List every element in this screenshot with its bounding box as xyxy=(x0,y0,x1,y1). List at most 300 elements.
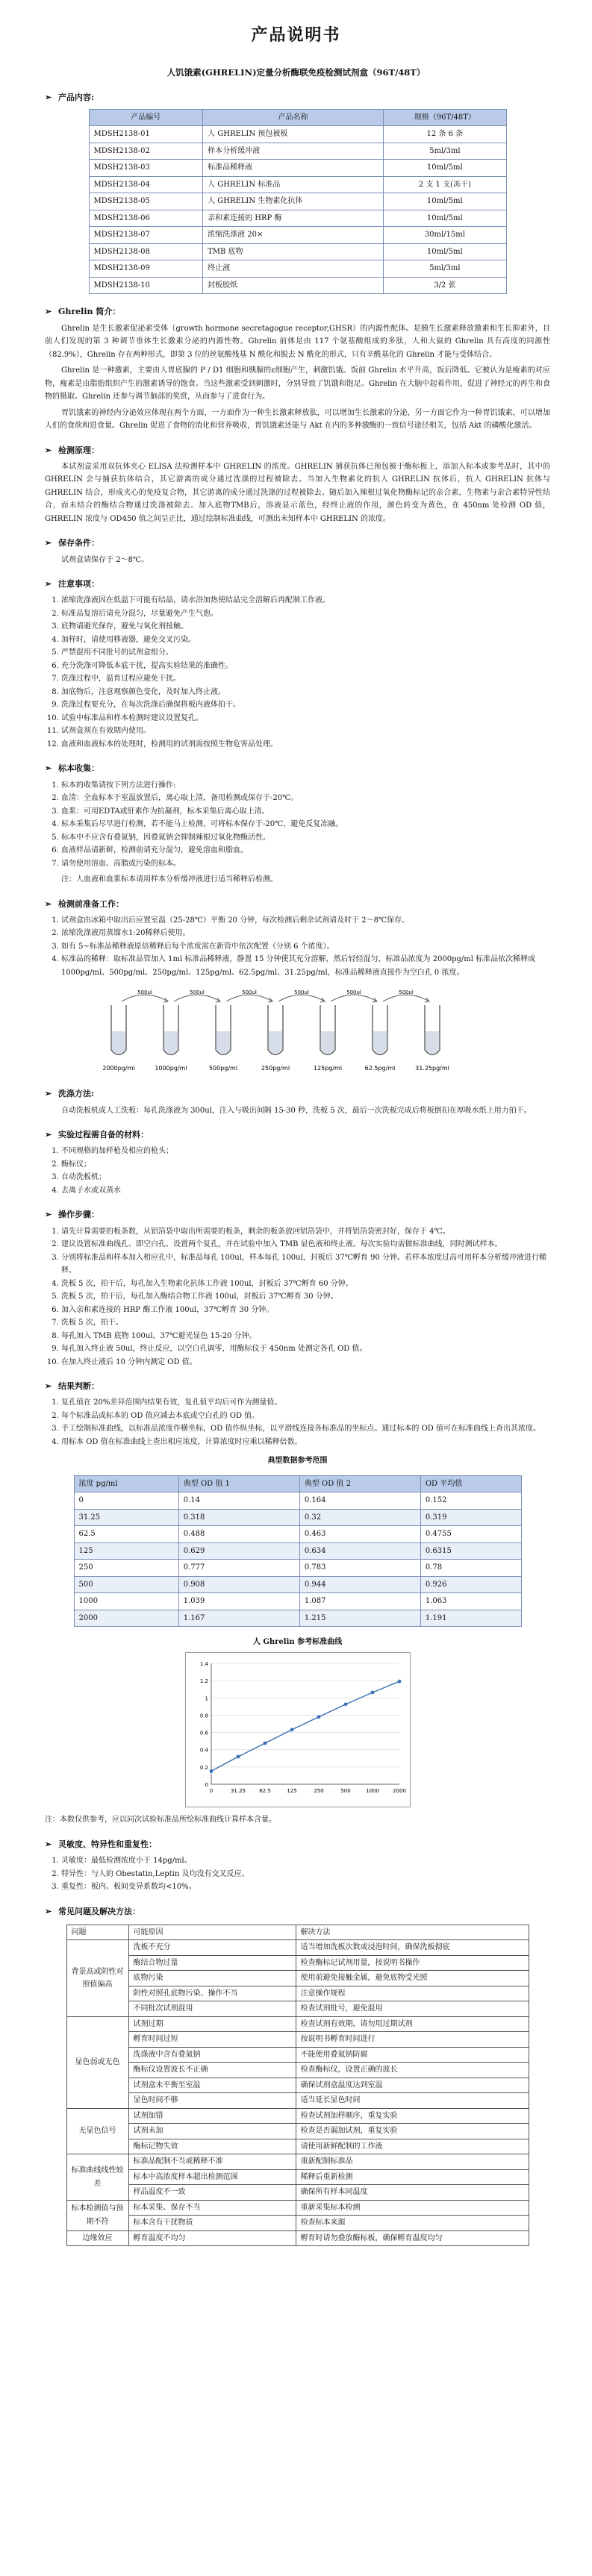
list-item: 2. 酶标仪； xyxy=(61,1158,550,1172)
problem-cell: 无显色信号 xyxy=(66,2108,128,2154)
solution-cell: 稀释后重新检测 xyxy=(296,2169,529,2185)
table-row xyxy=(66,2032,529,2048)
table-row xyxy=(74,1542,521,1560)
solution-cell: 不能使用叠氮钠防腐 xyxy=(296,2047,529,2063)
list-item: 6. 加入亲和素连接的 HRP 酶工作液 100ul，37℃孵育 30 分钟。 xyxy=(61,1304,550,1317)
section-sensitivity xyxy=(45,1837,550,1894)
table-cell: 0.926 xyxy=(420,1576,521,1593)
tube-liquid xyxy=(164,1031,178,1054)
bullet-icon: ➢ xyxy=(45,763,52,774)
tube-label: 31.25pg/ml xyxy=(414,1065,449,1072)
transfer-label: 500ul xyxy=(293,990,309,996)
transfer-arrow xyxy=(383,995,429,1001)
table-cell: 0.318 xyxy=(178,1509,299,1526)
table-cell: 10ml/5ml xyxy=(384,243,506,260)
list-item: 6. 血液样品请新鲜，检测前请充分混匀，避免溶血和脂血。 xyxy=(61,844,550,857)
table-row xyxy=(89,227,506,244)
list-item: 1. 浓缩洗涤液因在低温下可能有结晶，请水浴加热使结晶完全溶解后再配制工作液。 xyxy=(61,594,550,607)
list-item: 1. 复孔值在 20%差异范围内结果有效，复孔值平均后可作为测量值。 xyxy=(61,1396,550,1410)
operation-list xyxy=(45,1225,550,1369)
y-tick-label: 1.4 xyxy=(199,1660,208,1667)
solution-cell: 适当延长显色时间 xyxy=(296,2093,529,2109)
list-item: 2. 浓缩洗涤液用蒸馏水1:20稀释后使用。 xyxy=(61,927,550,940)
table-cell: 250 xyxy=(74,1560,178,1577)
paragraph: 本试剂盒采用双抗体夹心 ELISA 法检测样本中 GHRELIN 的浓度。GHRELIN 捕获抗体已预包被于酶标板上，添加入标本或参考品时，其中的 GHRELIN 会与捕获抗体结合，其它游离的成分通过洗涤的过程被除去。当加入生物素化的抗人 GHRELIN 抗体后，抗人 GHRELIN 抗体与 GHRELIN 结合，形成夹心的免疫复合物，其它游离的成分通过洗涤的过程被除去。随后加入辣根过氧化物酶标记的亲合素，生物素与亲合素特异性结合，而未结合的酶结合物通过洗涤被除去。加入底物TMB后，溶液显示蓝色，经终止液的作用，颜色转变为黄色，在 450nm 处检测 OD 值，GHRELIN 浓度与 OD450 值之间呈正比，通过绘制标准曲线，可测出未知样本中 GHRELIN 的浓度。 xyxy=(45,462,550,523)
table-header: 产品编号 xyxy=(89,109,203,126)
list-item: 3. 分别将标准品和样本加入相应孔中，标准品每孔 100ul，样本每孔 100ul，封板后 37℃孵育 90 分钟。若样本浓度过高可用样本分析缓冲液进行稀释。 xyxy=(61,1251,550,1278)
tube-liquid xyxy=(373,1031,387,1054)
x-tick-label: 62.5 xyxy=(258,1787,271,1794)
solution-cell: 检查试剂批号，避免混用 xyxy=(296,2001,529,2017)
x-tick-label: 31.25 xyxy=(230,1787,246,1794)
transfer-label: 500ul xyxy=(241,990,257,996)
table-cell: 1.063 xyxy=(420,1593,521,1610)
list-item: 1. 标本的收集请按下列方法进行操作: xyxy=(61,779,550,793)
transfer-label: 500ul xyxy=(398,990,414,996)
table-cell: 0.4755 xyxy=(420,1526,521,1543)
section-prep xyxy=(45,897,550,1077)
table-cell: 5ml/3ml xyxy=(384,260,506,278)
list-item: 11. 试剂盒须在有效期内使用。 xyxy=(61,725,550,738)
sensitivity-list xyxy=(45,1854,550,1894)
table-row xyxy=(66,1955,529,1971)
tube-liquid xyxy=(426,1031,439,1054)
chart-title: 人 Ghrelin 参考标准曲线 xyxy=(252,1638,343,1647)
data-point xyxy=(317,1715,320,1719)
results-list xyxy=(45,1396,550,1448)
table-cell: 1.167 xyxy=(178,1610,299,1627)
list-item: 5. 严禁混用不同批号的试剂盒组分。 xyxy=(61,646,550,660)
section-heading: ➢ 灵敏度、特异性和重复性： xyxy=(45,1837,550,1851)
cause-cell: 显色时间不够 xyxy=(128,2093,296,2109)
section-materials xyxy=(45,1128,550,1197)
tube-label: 2000pg/ml xyxy=(102,1065,135,1072)
list-item: 1. 不同规格的加样枪及相应的枪头； xyxy=(61,1145,550,1158)
data-point xyxy=(236,1755,240,1759)
table-row xyxy=(66,2124,529,2139)
problem-cell: 背景高或阴性对照值偏高 xyxy=(66,1940,128,2017)
table-header: 解决方法 xyxy=(296,1925,529,1940)
table-cell: 0.164 xyxy=(299,1492,420,1510)
list-item: 3. 自动洗板机； xyxy=(61,1171,550,1184)
table-row xyxy=(89,243,506,260)
section-heading: ➢ 洗涤方法: xyxy=(45,1087,550,1101)
table-cell: 500 xyxy=(74,1576,178,1593)
list-item: 10. 试验中标准品和样本检测时建议设置复孔。 xyxy=(61,712,550,725)
table-cell: 3/2 张 xyxy=(384,277,506,294)
table-cell: 2000 xyxy=(74,1610,178,1627)
solution-cell: 重新采集标本检测 xyxy=(296,2200,529,2216)
solution-cell: 重新配制标准品 xyxy=(296,2154,529,2170)
problem-cell: 标本检测值与预期不符 xyxy=(66,2200,128,2230)
table-cell: 10ml/5ml xyxy=(384,160,506,177)
table-cell: 0.783 xyxy=(299,1560,420,1577)
list-item: 4. 标准品的稀释：取标准品管加入 1ml 标准品稀释液，静置 15 分钟使其充分溶解，然后轻轻混匀，标准品浓度为 2000pg/ml 标准品依次稀释成 1000pg/ml、500pg/ml、250pg/ml、125pg/ml、62.5pg/ml、31.25pg/ml，标准品稀释液直接作为空白孔 0 浓度。 xyxy=(61,953,550,979)
section-operation xyxy=(45,1207,550,1369)
problem-cell: 显色弱或无色 xyxy=(66,2016,128,2108)
cause-cell: 阴性对照孔底物污染、操作不当 xyxy=(128,1986,296,2001)
table-cell: 12 条 6 条 xyxy=(384,126,506,143)
table-cell: 人 GHRELIN 标准品 xyxy=(203,176,384,193)
solution-cell: 确保所有样本同温度 xyxy=(296,2185,529,2201)
bullet-icon: ➢ xyxy=(45,538,52,548)
table-header: 典型 OD 值 1 xyxy=(178,1475,299,1492)
section-heading: ➢ Ghrelin 简介： xyxy=(45,304,550,319)
data-point xyxy=(343,1702,347,1706)
table-row xyxy=(74,1492,521,1510)
table-cell: 62.5 xyxy=(74,1526,178,1543)
table-cell: 0.463 xyxy=(299,1526,420,1543)
table-row xyxy=(66,2078,529,2093)
solution-cell: 检查标本来源 xyxy=(296,2216,529,2231)
table-cell: 1000 xyxy=(74,1593,178,1610)
list-item: 2. 血清：全血标本于室温放置后，离心取上清，备用检测或保存于-20℃。 xyxy=(61,792,550,805)
tube-liquid xyxy=(112,1031,125,1054)
troubleshooting-table xyxy=(66,1925,529,2247)
bullet-icon: ➢ xyxy=(45,579,52,590)
table-cell: 0 xyxy=(74,1492,178,1510)
standard-data-table xyxy=(74,1475,522,1628)
table-row xyxy=(66,2169,529,2185)
sample-note: 注：人血液和血浆标本请用样本分析缓冲液进行适当稀释后检测。 xyxy=(61,875,278,884)
table-cell: MDSH2138-02 xyxy=(89,143,203,160)
table-cell: 1.039 xyxy=(178,1593,299,1610)
table-cell: 0.488 xyxy=(178,1526,299,1543)
table-cell: 0.32 xyxy=(299,1509,420,1526)
table-row xyxy=(74,1593,521,1610)
storage-text: 试剂盒请保存于 2～8℃。 xyxy=(61,555,149,564)
cause-cell: 底物污染 xyxy=(128,1971,296,1986)
y-tick-label: 0.2 xyxy=(199,1764,208,1771)
table-cell: 样本分析缓冲液 xyxy=(203,143,384,160)
list-item: 4. 标本采集后尽早进行检测，若不能马上检测，可将标本保存于-20℃，避免反复冻融。 xyxy=(61,818,550,831)
table-cell: 0.14 xyxy=(178,1492,299,1510)
section-heading: ➢ 标本收集： xyxy=(45,761,550,775)
cause-cell: 孵育温度不均匀 xyxy=(128,2230,296,2246)
table-cell: 31.25 xyxy=(74,1509,178,1526)
x-tick-label: 500 xyxy=(340,1787,351,1794)
solution-cell: 检查是否漏加试剂，重复实验 xyxy=(296,2124,529,2139)
table-cell: 0.152 xyxy=(420,1492,521,1510)
tube-liquid xyxy=(269,1031,282,1054)
table-row xyxy=(66,2001,529,2017)
table-header: OD 平均值 xyxy=(420,1475,521,1492)
data-point xyxy=(209,1769,213,1773)
results-note: 注：本数仅供参考，应以同次试验标准品所绘标准曲线计算样本含量。 xyxy=(45,1816,276,1825)
section-heading: ➢ 检测原理： xyxy=(45,443,550,457)
table-cell: 1.191 xyxy=(420,1610,521,1627)
table-cell: MDSH2138-09 xyxy=(89,260,203,278)
bullet-icon: ➢ xyxy=(45,898,52,909)
table-row xyxy=(89,277,506,294)
table-row xyxy=(66,2216,529,2231)
table-header: 规格（96T/48T） xyxy=(384,109,506,126)
x-tick-label: 1000 xyxy=(365,1787,379,1794)
section-storage xyxy=(45,536,550,566)
list-item: 1. 灵敏度：最低检测浓度小于 14pg/ml。 xyxy=(61,1854,550,1868)
y-tick-label: 0.8 xyxy=(199,1713,208,1719)
table-header: 可能原因 xyxy=(128,1925,296,1940)
table-cell: MDSH2138-10 xyxy=(89,277,203,294)
table-cell: 30ml/15ml xyxy=(384,227,506,244)
list-item: 4. 去离子水或双蒸水 xyxy=(61,1184,550,1198)
table-cell: 0.908 xyxy=(178,1576,299,1593)
solution-cell: 使用前避免接触金属，避免底物受光照 xyxy=(296,1971,529,1986)
x-tick-label: 250 xyxy=(313,1787,324,1794)
table-row xyxy=(74,1576,521,1593)
table-cell: 0.78 xyxy=(420,1560,521,1577)
list-item: 7. 洗板 5 次，拍干。 xyxy=(61,1316,550,1330)
tube-label: 500pg/ml xyxy=(208,1065,237,1072)
solution-cell: 注意操作规程 xyxy=(296,1986,529,2001)
list-item: 8. 加底物后，注意观察颜色变化，及时加入终止液。 xyxy=(61,686,550,699)
section-heading: ➢ 注意事项： xyxy=(45,577,550,591)
table-cell: 0.777 xyxy=(178,1560,299,1577)
problem-cell: 标准曲线线性较差 xyxy=(66,2154,128,2201)
table-cell: 0.944 xyxy=(299,1576,420,1593)
list-item: 10. 在加入终止液后 10 分钟内测定 OD 值。 xyxy=(61,1356,550,1369)
x-tick-label: 125 xyxy=(286,1787,297,1794)
table-cell: MDSH2138-01 xyxy=(89,126,203,143)
tube-liquid xyxy=(321,1031,334,1054)
tube-label: 62.5pg/ml xyxy=(364,1065,395,1072)
table-cell: 人 GHRELIN 生物素化抗体 xyxy=(203,193,384,210)
solution-cell: 确保试剂盒温度达到室温 xyxy=(296,2078,529,2093)
transfer-arrow xyxy=(174,995,220,1001)
std-table-title: 典型数据参考范围 xyxy=(267,1457,328,1466)
paragraph: 胃饥饿素的神经内分泌效应体现在两个方面，一方面作为一种生长激素释放肽，可以增加生长激素的分泌，另一方面它作为一种胃饥饿素，可以增加人们的食欲和进食量。Ghrelin 促进了食物的消化和营养吸收，胃饥饿素还能与 Akt 在内的多种激酶的一致信号途径相关，包括 Akt 的磷酸化激活。 xyxy=(45,408,550,431)
section-kit xyxy=(45,90,550,295)
x-tick-label: 2000 xyxy=(392,1787,406,1794)
wash-text: 自动洗板机或人工洗板：每孔洗涤液为 300ul，注入与吸出间隔 15-30 秒，洗板 5 次，最后一次洗板完成后将板倒扣在厚吸水纸上用力拍干。 xyxy=(61,1106,532,1115)
list-item: 4. 用标本 OD 值在标准曲线上查出相应浓度，计算浓度时应乘以稀释倍数。 xyxy=(61,1436,550,1449)
data-point xyxy=(290,1728,293,1731)
table-row xyxy=(66,2093,529,2109)
dilution-diagram xyxy=(89,987,507,1076)
table-row xyxy=(66,2047,529,2063)
table-cell: 封板胶纸 xyxy=(203,277,384,294)
table-cell: 2 支 1 支(冻干) xyxy=(384,176,506,193)
table-row xyxy=(74,1560,521,1577)
section-heading: ➢ 实验过程需自备的材料： xyxy=(45,1128,550,1142)
table-header: 浓度 pg/ml xyxy=(74,1475,178,1492)
table-row xyxy=(66,2185,529,2201)
solution-cell: 按说明书孵育时间进行 xyxy=(296,2032,529,2048)
section-heading: ➢ 操作步骤： xyxy=(45,1207,550,1222)
table-row xyxy=(89,193,506,210)
cause-cell: 孵育时间过短 xyxy=(128,2032,296,2048)
table-row xyxy=(89,176,506,193)
table-cell: 10ml/5ml xyxy=(384,193,506,210)
materials-list xyxy=(45,1145,550,1197)
chart-frame xyxy=(185,1652,411,1808)
table-header: 典型 OD 值 2 xyxy=(299,1475,420,1492)
section-heading: ➢ 常见问题及解决方法： xyxy=(45,1904,550,1919)
table-row xyxy=(66,2139,529,2154)
list-item: 1. 请先计算需要的板条数，从铝箔袋中取出所需要的板条，剩余的板条放回铝箔袋中，并将铝箔袋密封好，保存于 4℃。 xyxy=(61,1225,550,1239)
bullet-icon: ➢ xyxy=(45,1089,52,1099)
transfer-label: 500ul xyxy=(137,990,152,996)
section-results xyxy=(45,1379,550,1827)
bullet-icon: ➢ xyxy=(45,445,52,455)
table-row xyxy=(66,2200,529,2216)
table-cell: 0.319 xyxy=(420,1509,521,1526)
transfer-arrow xyxy=(122,995,168,1001)
table-cell: 5ml/3ml xyxy=(384,143,506,160)
cause-cell: 酶结合物过量 xyxy=(128,1955,296,1971)
list-item: 2. 建议设置标准曲线孔、即空白孔、设置两个复孔，并在试验中加入 TMB 显色液和终止液。每次实验均需做标准曲线，同时测试样本。 xyxy=(61,1238,550,1251)
list-item: 3. 如有 5~标准品稀释液原倍稀释后每个浓度需在新管中依次配置（分别 6 个浓度）。 xyxy=(61,940,550,954)
tube-liquid xyxy=(216,1031,230,1054)
cause-cell: 酶标记物失效 xyxy=(128,2139,296,2154)
table-cell: MDSH2138-07 xyxy=(89,227,203,244)
table-row xyxy=(89,160,506,177)
y-tick-label: 0.4 xyxy=(199,1747,208,1754)
table-row xyxy=(66,1986,529,2001)
table-cell: 人 GHRELIN 预包被板 xyxy=(203,126,384,143)
list-item: 5. 标本中不应含有叠氮钠，因叠氮钠会抑制辣根过氧化物酶活性。 xyxy=(61,831,550,845)
list-item: 3. 底物请避光保存，避免与氧化剂接触。 xyxy=(61,620,550,634)
table-row xyxy=(66,1940,529,1956)
notice-list xyxy=(45,594,550,751)
paragraph: Ghrelin 是生长激素促泌素受体（growth hormone secretagogue receptor,GHSR）的内源性配体。是胰生长激素释放激素和生长抑素外，目前人们发现的第 3 种调节垂体生长激素分泌的内源性物。Ghrelin 前体是由 117 个氨基酸组成的多肽，人和大鼠的 Ghrelin 具有高度的同源性（82.9%），Ghrelin 存在两种形式，即第 3 位的丝氨酸残基 N 酰化和脱去 N 酰化的形式，只有辛酰基化的 Ghrelin 才能与受体结合。 xyxy=(45,324,550,359)
list-item: 2. 每个标准品或标本的 OD 值应减去本底或空白孔的 OD 值。 xyxy=(61,1410,550,1423)
table-cell: MDSH2138-04 xyxy=(89,176,203,193)
section-heading: ➢ 检测前准备工作： xyxy=(45,897,550,911)
data-point xyxy=(397,1680,401,1684)
transfer-arrow xyxy=(331,995,377,1001)
kit-contents-table xyxy=(89,109,507,295)
table-cell: MDSH2138-08 xyxy=(89,243,203,260)
cause-cell: 试剂过期 xyxy=(128,2016,296,2032)
product-name: 人饥饿素(GHRELIN)定量分析酶联免疫检测试剂盒（96T/48T） xyxy=(166,66,426,78)
bullet-icon: ➢ xyxy=(45,92,52,102)
cause-cell: 标本中高浓度样本超出检测范围 xyxy=(128,2169,296,2185)
paragraph: Ghrelin 是一种激素，主要由人胃底腺的 P / D1 细胞和胰腺的ε细胞产生，刺激饥饿。饭前 Ghrelin 水平升高，饭后降低。它被认为是瘦素的对应物，瘦素是由脂肪组织产生的激素诱导的饱食。当这些激素受到刺激时，分别导致了饥饿和饱足。Ghrelin 在大脑中起着作用，促进了神经元的再生和食物的摄取。Ghrelin 还参与调节脑部的奖赏，从而参与了进食行为。 xyxy=(45,366,550,401)
transfer-label: 500ul xyxy=(346,990,361,996)
bullet-icon: ➢ xyxy=(45,1906,52,1916)
list-item: 2. 标准品复溶后请充分混匀，尽量避免产生气泡。 xyxy=(61,607,550,621)
y-tick-label: 1 xyxy=(205,1695,208,1702)
table-row xyxy=(89,210,506,227)
section-notice xyxy=(45,577,550,751)
cause-cell: 试剂加错 xyxy=(128,2108,296,2124)
list-item: 7. 洗涤过程中，温育过程应避免干扰。 xyxy=(61,672,550,686)
section-sample xyxy=(45,761,550,886)
table-cell: 亲和素连接的 HRP 酶 xyxy=(203,210,384,227)
solution-cell: 适当增加洗板次数或浸泡时间，确保洗板彻底 xyxy=(296,1940,529,1956)
table-cell: 0.634 xyxy=(299,1542,420,1560)
list-item: 5. 洗板 5 次，拍干后，每孔加入酶结合物工作液 100ul，封板后 37℃孵育 30 分钟。 xyxy=(61,1290,550,1304)
solution-cell: 检查酶标仪，设置正确的波长 xyxy=(296,2063,529,2078)
cause-cell: 试剂未加 xyxy=(128,2124,296,2139)
section-heading: ➢ 产品内容: xyxy=(45,90,550,104)
table-row xyxy=(89,143,506,160)
table-cell: 0.6315 xyxy=(420,1542,521,1560)
table-row xyxy=(66,2063,529,2078)
list-item: 4. 加样时，请使用移液器，避免交叉污染。 xyxy=(61,634,550,647)
table-cell: 终止液 xyxy=(203,260,384,278)
bullet-icon: ➢ xyxy=(45,1130,52,1140)
list-item: 9. 洗涤过程要充分，在每次洗涤后确保将板内液体拍干。 xyxy=(61,698,550,712)
y-tick-label: 1.2 xyxy=(199,1678,208,1685)
list-item: 4. 洗板 5 次，拍干后，每孔加入生物素化抗体工作液 100ul，封板后 37℃孵育 60 分钟。 xyxy=(61,1278,550,1291)
table-cell: MDSH2138-06 xyxy=(89,210,203,227)
table-row xyxy=(66,2016,529,2032)
list-item: 2. 特异性：与人的 Obestatin,Leptin 及均没有交叉反应。 xyxy=(61,1868,550,1881)
cause-cell: 标本含有干扰物质 xyxy=(128,2216,296,2231)
sample-list xyxy=(45,779,550,871)
transfer-arrow xyxy=(226,995,272,1001)
table-cell: MDSH2138-05 xyxy=(89,193,203,210)
standard-curve-chart xyxy=(186,1653,410,1802)
list-item: 1. 试剂盒由冰箱中取出后应置室温（25-28℃）平衡 20 分钟，每次检测后剩余试剂请及时于 2～8℃保存。 xyxy=(61,914,550,928)
list-item: 7. 请勿使用溶血、高脂或污染的标本。 xyxy=(61,857,550,871)
section-intro xyxy=(45,304,550,432)
table-cell: TMB 底物 xyxy=(203,243,384,260)
solution-cell: 检查试剂有效期，请勿用过期试剂 xyxy=(296,2016,529,2032)
table-row xyxy=(74,1526,521,1543)
tube-label: 125pg/ml xyxy=(313,1065,342,1072)
list-item: 3. 重复性：板内、板间变异系数均<10%。 xyxy=(61,1881,550,1894)
solution-cell: 请使用新鲜配制的工作液 xyxy=(296,2139,529,2154)
list-item: 12. 血液和血液标本的处理时，检测用的试剂需按照生物危害品处理。 xyxy=(61,738,550,751)
tube-label: 250pg/ml xyxy=(261,1065,290,1072)
table-cell: 1.215 xyxy=(299,1610,420,1627)
table-cell: 标准品稀释液 xyxy=(203,160,384,177)
solution-cell: 检查试剂加样顺序，重复实验 xyxy=(296,2108,529,2124)
y-tick-label: 0 xyxy=(205,1781,208,1788)
prep-list xyxy=(45,914,550,980)
transfer-label: 500ul xyxy=(189,990,205,996)
table-row xyxy=(66,2154,529,2170)
cause-cell: 洗板不充分 xyxy=(128,1940,296,1956)
section-principle xyxy=(45,443,550,526)
table-cell: 1.087 xyxy=(299,1593,420,1610)
list-item: 8. 每孔加入 TMB 底物 100ul，37℃避光显色 15-20 分钟。 xyxy=(61,1330,550,1343)
table-row xyxy=(89,260,506,278)
table-row xyxy=(74,1509,521,1526)
transfer-arrow xyxy=(278,995,325,1001)
list-item: 6. 充分洗涤可降低本底干扰，提高实验结果的准确性。 xyxy=(61,660,550,673)
table-row xyxy=(66,2230,529,2246)
cause-cell: 标本采集、保存不当 xyxy=(128,2200,296,2216)
table-cell: MDSH2138-03 xyxy=(89,160,203,177)
data-point xyxy=(370,1690,374,1694)
list-item: 3. 手工绘制标准曲线，以标准品浓度作横坐标，OD 值作纵坐标，以平滑线连接各标准品的坐标点。通过标本的 OD 值可在标准曲线上查出其浓度。 xyxy=(61,1422,550,1436)
table-row xyxy=(66,1971,529,1986)
solution-cell: 孵育时请勿叠放酶标板，确保孵育温度均匀 xyxy=(296,2230,529,2246)
table-row xyxy=(66,2108,529,2124)
table-header: 问题 xyxy=(66,1925,128,1940)
bullet-icon: ➢ xyxy=(45,1210,52,1220)
cause-cell: 试剂盒未平衡至室温 xyxy=(128,2078,296,2093)
cause-cell: 标准品配制不当或稀释不准 xyxy=(128,2154,296,2170)
table-cell: 10ml/5ml xyxy=(384,210,506,227)
table-cell: 0.629 xyxy=(178,1542,299,1560)
table-header: 产品名称 xyxy=(203,109,384,126)
section-trouble xyxy=(45,1904,550,2247)
list-item: 3. 血浆：可用EDTA或肝素作为抗凝剂，标本采集后离心取上清。 xyxy=(61,805,550,819)
x-tick-label: 0 xyxy=(209,1787,213,1794)
bullet-icon: ➢ xyxy=(45,1839,52,1849)
data-point xyxy=(263,1741,267,1745)
cause-cell: 酶标仪设置波长不正确 xyxy=(128,2063,296,2078)
section-heading: ➢ 结果判断： xyxy=(45,1379,550,1393)
problem-cell: 边缘效应 xyxy=(66,2230,128,2246)
table-row xyxy=(89,126,506,143)
table-row xyxy=(74,1610,521,1627)
